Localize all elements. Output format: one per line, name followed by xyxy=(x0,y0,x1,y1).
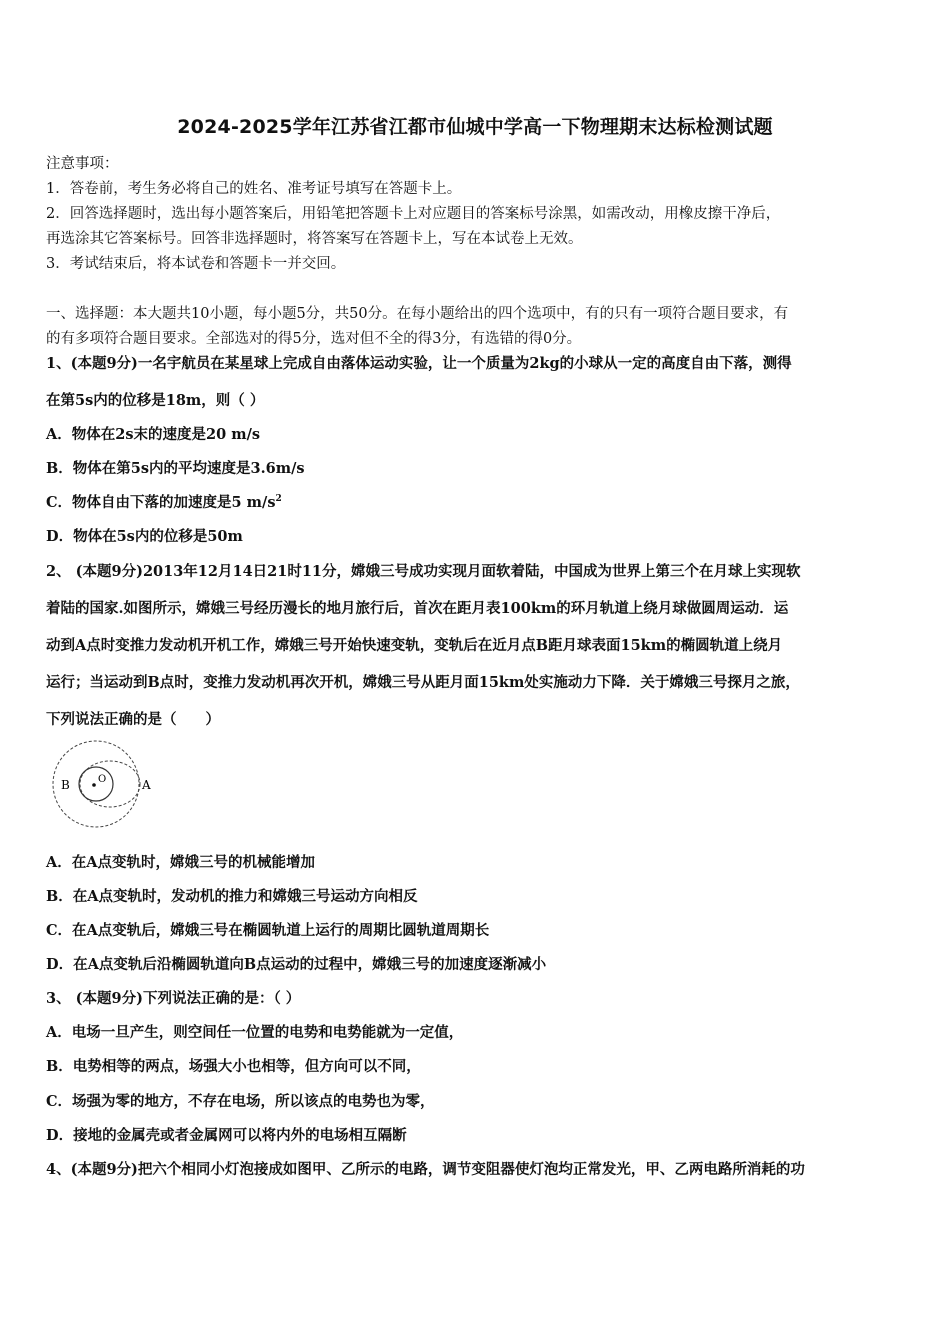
question-3-option-b: B．电势相等的两点，场强大小也相等，但方向可以不同， xyxy=(46,1058,421,1075)
page-title: 2024-2025学年江苏省江都市仙城中学高一下物理期末达标检测试题 xyxy=(177,116,773,138)
question-2-option-b: B．在A点变轨时，发动机的推力和嫦娥三号运动方向相反 xyxy=(46,888,418,905)
option-c-text: C．物体自由下落的加速度是5 m/s xyxy=(46,494,276,511)
section-intro: 一、选择题：本大题共10小题，每小题5分，共50分。在每小题给出的四个选项中，有的只有一项符合题目要求，有 xyxy=(46,306,789,322)
question-1-option-a: A．物体在2s末的速度是20 m/s xyxy=(46,426,261,443)
question-2-stem: 下列说法正确的是（ ） xyxy=(46,711,220,728)
notice-item: 2．回答选择题时，选出每小题答案后，用铅笔把答题卡上对应题目的答案标号涂黑，如需改动，用橡皮擦干净后， xyxy=(46,206,781,222)
label-a: A xyxy=(142,778,151,792)
question-2-option-d: D．在A点变轨后沿椭圆轨道向B点运动的过程中，嫦娥三号的加速度逐渐减小 xyxy=(46,956,547,973)
notice-heading: 注意事项： xyxy=(46,156,119,172)
question-1-stem: 在第5s内的位移是18m，则（ ） xyxy=(46,392,265,409)
label-b: B xyxy=(61,778,70,792)
question-3-stem: 3、 (本题9分)下列说法正确的是：（ ） xyxy=(46,990,301,1007)
question-3-option-d: D．接地的金属壳或者金属网可以将内外的电场相互隔断 xyxy=(46,1127,407,1144)
unit-superscript: 2 xyxy=(275,494,282,505)
question-3-option-c: C．场强为零的地方，不存在电场，所以该点的电势也为零， xyxy=(46,1093,435,1110)
question-1-option-c xyxy=(46,491,282,512)
question-2-stem: 着陆的国家.如图所示，嫦娥三号经历漫长的地月旅行后，首次在距月表100km的环月轨道上绕月球做圆周运动．运 xyxy=(46,600,789,617)
question-1-stem: 1、(本题9分)一名宇航员在某星球上完成自由落体运动实验，让一个质量为2kg的小球从一定的高度自由下落，测得 xyxy=(46,355,792,372)
notice-item: 再选涂其它答案标号。回答非选择题时，将答案写在答题卡上，写在本试卷上无效。 xyxy=(46,231,583,247)
question-3-option-a: A．电场一旦产生，则空间任一位置的电势和电势能就为一定值， xyxy=(46,1024,464,1041)
question-2-stem: 动到A点时变推力发动机开机工作，嫦娥三号开始快速变轨，变轨后在近月点B距月球表面15km的椭圆轨道上绕月 xyxy=(46,637,783,654)
notice-item: 1．答卷前，考生务必将自己的姓名、准考证号填写在答题卡上。 xyxy=(46,181,462,197)
question-2-stem: 运行；当运动到B点时，变推力发动机再次开机，嫦娥三号从距月面15km处实施动力下降．关于嫦娥三号探月之旅， xyxy=(46,674,800,691)
question-1-option-d: D．物体在5s内的位移是50m xyxy=(46,528,243,545)
orbit-diagram xyxy=(48,736,158,832)
moon-circle xyxy=(79,767,113,801)
label-o: O xyxy=(98,774,107,785)
question-2-option-a: A．在A点变轨时，嫦娥三号的机械能增加 xyxy=(46,854,315,871)
section-intro: 的有多项符合题目要求。全部选对的得5分，选对但不全的得3分，有选错的得0分。 xyxy=(46,331,582,347)
question-4-stem: 4、(本题9分)把六个相同小灯泡接成如图甲、乙所示的电路，调节变阻器使灯泡均正常发光，甲、乙两电路所消耗的功 xyxy=(46,1161,805,1178)
question-1-option-b: B．物体在第5s内的平均速度是3.6m/s xyxy=(46,460,305,477)
notice-item: 3．考试结束后，将本试卷和答题卡一并交回。 xyxy=(46,256,346,272)
question-2-option-c: C．在A点变轨后，嫦娥三号在椭圆轨道上运行的周期比圆轨道周期长 xyxy=(46,922,490,939)
moon-center-dot xyxy=(92,783,96,787)
question-2-stem: 2、 (本题9分)2013年12月14日21时11分，嫦娥三号成功实现月面软着陆，中国成为世界上第三个在月球上实现软 xyxy=(46,563,801,580)
